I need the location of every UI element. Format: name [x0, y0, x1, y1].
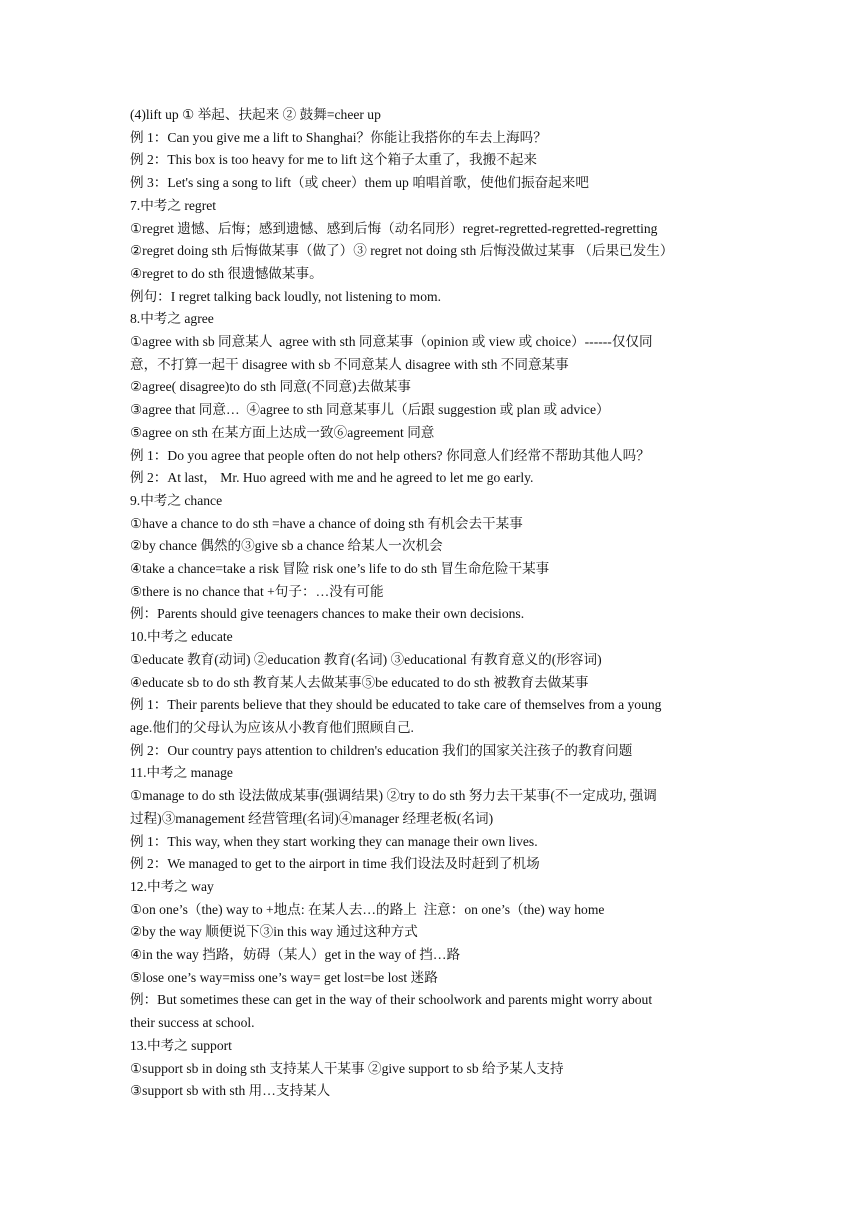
text-line: 例 2：This box is too heavy for me to lift 这个箱子太重了，我搬不起来 [130, 152, 538, 168]
text-line: age.他们的父母认为应该从小教育他们照顾自己. [130, 719, 414, 735]
text-line: 例 2：We managed to get to the airport in time 我们设法及时赶到了机场 [130, 856, 540, 872]
text-line: ④regret to do sth 很遗憾做某事。 [130, 265, 323, 281]
text-line: 例 2：Our country pays attention to children's education 我们的国家关注孩子的教育问题 [130, 742, 633, 758]
text-line: ④educate sb to do sth 教育某人去做某事⑤be educated to do sth 被教育去做某事 [130, 674, 589, 690]
text-line: ①support sb in doing sth 支持某人干某事 ②give support to sb 给予某人支持 [130, 1060, 564, 1076]
text-line: 例：But sometimes these can get in the way of their schoolwork and parents might worry about [130, 992, 653, 1008]
section-heading: 10.中考之 educate [130, 629, 233, 645]
text-line: ④take a chance=take a risk 冒险 risk one’s life to do sth 冒生命危险干某事 [130, 561, 550, 577]
text-line: ①on one’s（the) way to +地点: 在某人去…的路上 注意：on one’s（the) way home [130, 901, 605, 917]
text-line: 例：Parents should give teenagers chances to make their own decisions. [130, 606, 525, 622]
text-line: ①educate 教育(动词) ②education 教育(名词) ③educational 有教育意义的(形容词) [130, 651, 602, 667]
text-line: 意，不打算一起干 disagree with sb 不同意某人 disagree with sth 不同意某事 [130, 356, 569, 372]
text-line: ②by chance 偶然的③give sb a chance 给某人一次机会 [130, 538, 443, 554]
text-line: 例 2：At last， Mr. Huo agreed with me and he agreed to let me go early. [130, 470, 534, 486]
section-heading: 9.中考之 chance [130, 492, 223, 508]
text-line: their success at school. [130, 1015, 255, 1031]
section-heading: 13.中考之 support [130, 1037, 232, 1053]
section-heading: 8.中考之 agree [130, 311, 214, 327]
text-line: ⑤there is no chance that +句子：…没有可能 [130, 583, 384, 599]
section-heading: 12.中考之 way [130, 878, 214, 894]
text-line: ③agree that 同意… ④agree to sth 同意某事儿（后跟 suggestion 或 plan 或 advice） [130, 402, 610, 418]
text-line: ②regret doing sth 后悔做某事（做了）③ regret not doing sth 后悔没做过某事 （后果已发生） [130, 243, 674, 259]
text-line: 例 1：This way, when they start working they can manage their own lives. [130, 833, 538, 849]
section-heading: 7.中考之 regret [130, 197, 217, 213]
text-line: 例 3：Let's sing a song to lift（或 cheer）them up 咱唱首歌，使他们振奋起来吧 [130, 175, 589, 191]
text-line: ①manage to do sth 设法做成某事(强调结果) ②try to do sth 努力去干某事(不一定成功, 强调 [130, 788, 657, 804]
text-line: ⑤lose one’s way=miss one’s way= get lost=be lost 迷路 [130, 969, 438, 985]
text-line: 例句：I regret talking back loudly, not listening to mom. [130, 288, 441, 304]
text-line: 过程)③management 经营管理(名词)④manager 经理老板(名词) [130, 810, 494, 826]
text-line: ②by the way 顺便说下③in this way 通过这种方式 [130, 924, 418, 940]
text-line: (4)lift up ① 举起、扶起来 ② 鼓舞=cheer up [130, 107, 381, 122]
text-line: 例 1：Do you agree that people often do not help others? 你同意人们经常不帮助其他人吗？ [130, 447, 650, 463]
text-line: 例 1：Their parents believe that they should be educated to take care of themselves from a young [130, 697, 662, 713]
text-line: ①have a chance to do sth =have a chance of doing sth 有机会去干某事 [130, 515, 523, 531]
text-line: ①regret 遗憾、后悔；感到遗憾、感到后悔（动名同形）regret-regretted-regretted-regretting [130, 220, 658, 236]
text-line: ②agree( disagree)to do sth 同意(不同意)去做某事 [130, 379, 411, 395]
section-heading: 11.中考之 manage [130, 765, 233, 781]
text-line: ④in the way 挡路，妨碍（某人）get in the way of 挡…路 [130, 947, 461, 963]
text-line: ⑤agree on sth 在某方面上达成一致⑥agreement 同意 [130, 424, 435, 440]
text-line: ③support sb with sth 用…支持某人 [130, 1083, 331, 1099]
text-line: ①agree with sb 同意某人 agree with sth 同意某事（opinion 或 view 或 choice）------仅仅同 [130, 334, 653, 350]
text-line: 例 1：Can you give me a lift to Shanghai？你能让我搭你的车去上海吗？ [130, 129, 547, 145]
